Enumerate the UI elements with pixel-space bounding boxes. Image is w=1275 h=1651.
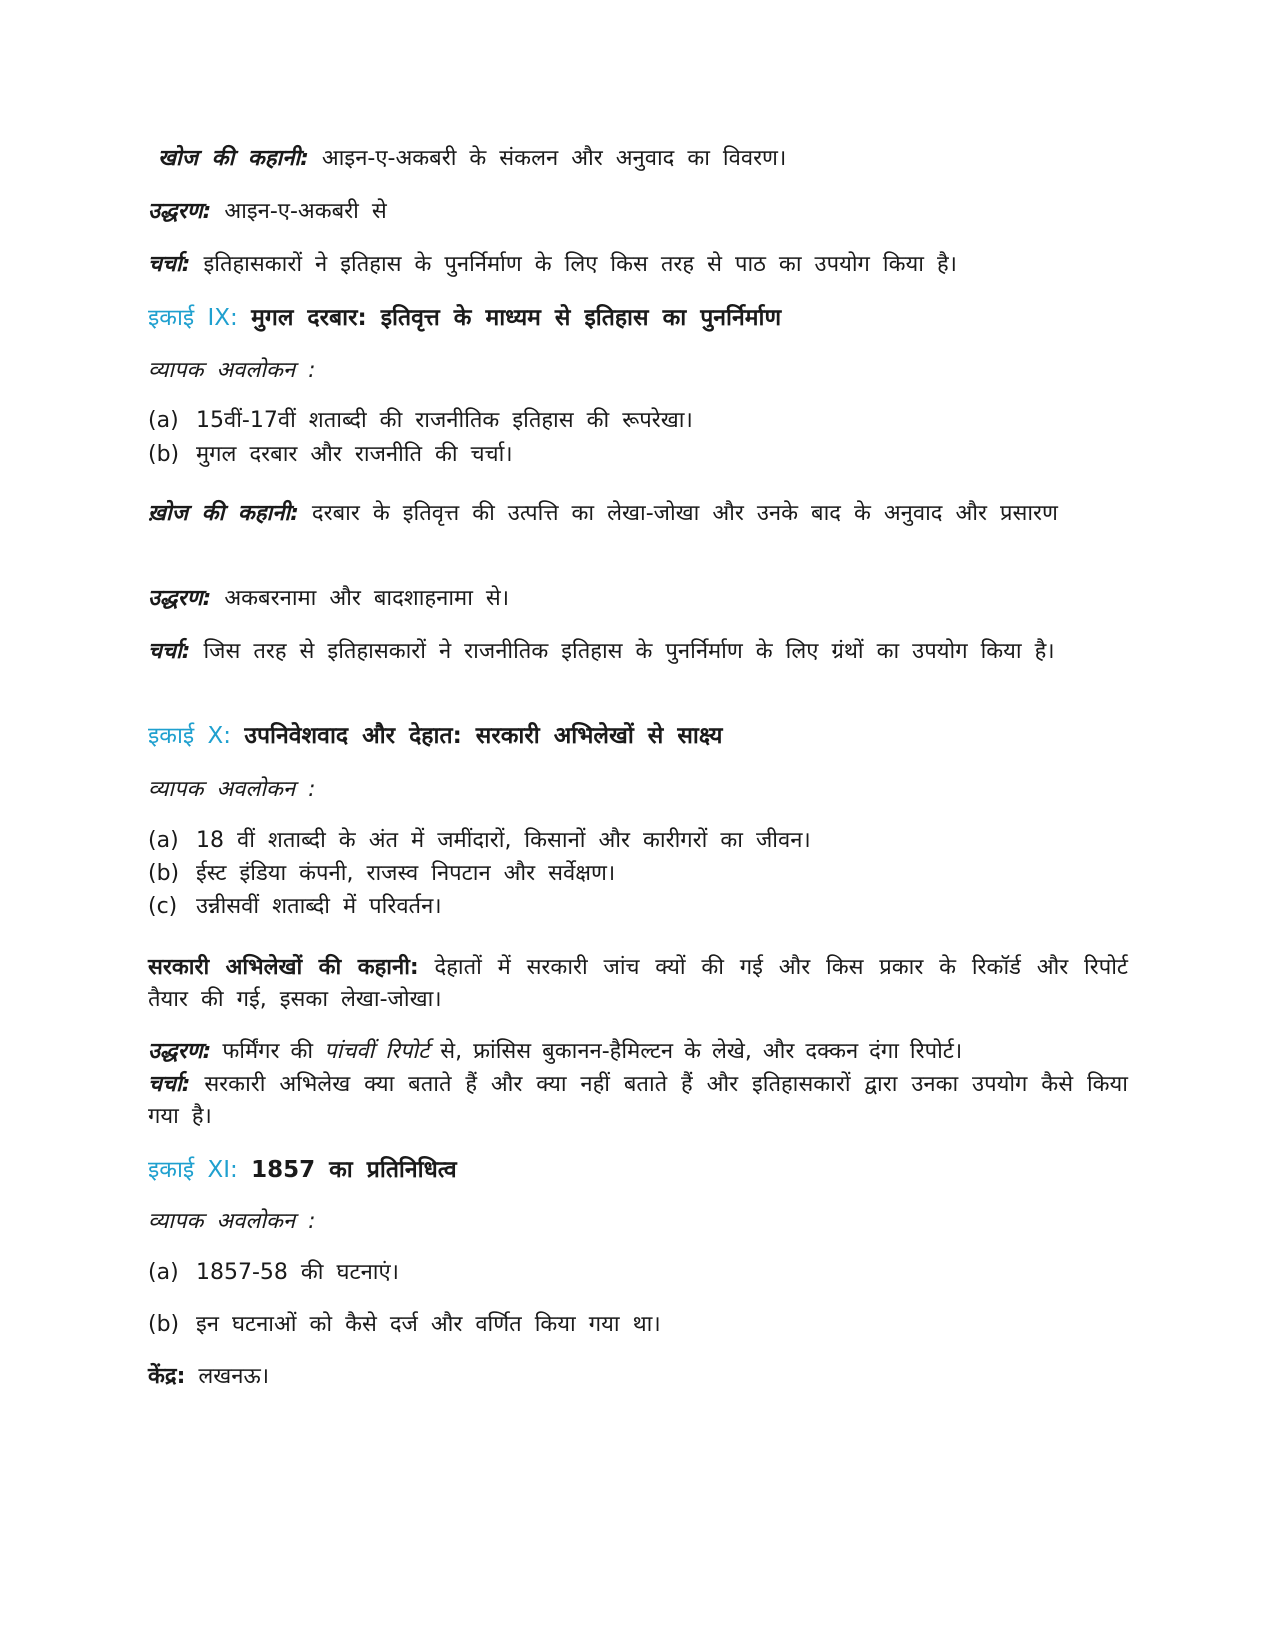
label: व्यापक अवलोकन : [148, 777, 316, 802]
text-pre: फर्मिंगर की [222, 1039, 314, 1064]
unit-title: 1857 का प्रतिनिधित्व [251, 1157, 457, 1183]
overview-11-item-a [148, 1258, 1128, 1288]
item-tag: (a) [148, 828, 179, 853]
text: दरबार के इतिवृत्त की उत्पत्ति का लेखा-जोखा और उनके बाद के अनुवाद और प्रसारण [311, 501, 1058, 526]
overview-10-label [148, 775, 1128, 805]
discovery-story-1 [158, 144, 1138, 174]
overview-9-item-b [148, 440, 1128, 470]
item-tag: (b) [148, 1312, 180, 1337]
label: खोज की कहानी: [158, 146, 309, 171]
excerpt-2 [148, 584, 1128, 614]
overview-10-item-b [148, 859, 1128, 889]
text-post: से, फ्रांसिस बुकानन-हैमिल्टन के लेखे, और दक्कन दंगा रिपोर्ट। [440, 1039, 963, 1064]
unit-number: इकाई IX: [148, 305, 238, 331]
label: व्यापक अवलोकन : [148, 358, 316, 383]
unit-number: इकाई XI: [148, 1157, 238, 1183]
label: ख़ोज की कहानी: [148, 501, 299, 526]
unit-11-heading [148, 1155, 1128, 1185]
label: केंद्र: [148, 1364, 186, 1389]
text: जिस तरह से इतिहासकारों ने राजनीतिक इतिहास के पुनर्निर्माण के लिए ग्रंथों का उपयोग किया है। [203, 639, 1055, 664]
overview-9-label [148, 356, 1128, 386]
discovery-story-2 [148, 498, 1128, 530]
item-text: मुगल दरबार और राजनीति की चर्चा। [196, 442, 513, 467]
discussion-3 [148, 1069, 1128, 1133]
item-text: 15वीं-17वीं शताब्दी की राजनीतिक इतिहास की रूपरेखा। [196, 408, 693, 433]
label: चर्चा: [148, 1072, 191, 1097]
text: आइन-ए-अकबरी से [224, 199, 387, 224]
overview-11-item-b [148, 1310, 1128, 1340]
item-tag: (a) [148, 408, 179, 433]
item-tag: (b) [148, 442, 180, 467]
text: अकबरनामा और बादशाहनामा से। [224, 586, 510, 611]
text: लखनऊ। [198, 1364, 270, 1389]
discussion-1 [148, 250, 1128, 280]
records-story [148, 952, 1128, 1016]
excerpt-3 [148, 1037, 1128, 1067]
label: सरकारी अभिलेखों की कहानी: [148, 955, 419, 980]
item-text: उन्नीसवीं शताब्दी में परिवर्तन। [196, 894, 442, 919]
unit-10-heading [148, 721, 1128, 751]
unit-title: मुगल दरबार: इतिवृत्त के माध्यम से इतिहास का पुनर्निर्माण [251, 305, 782, 331]
item-text: 1857-58 की घटनाएं। [196, 1260, 400, 1285]
label: व्यापक अवलोकन : [148, 1209, 316, 1234]
item-text: इन घटनाओं को कैसे दर्ज और वर्णित किया गया था। [196, 1312, 661, 1337]
overview-9-item-a [148, 406, 1128, 436]
unit-title: उपनिवेशवाद और देहात: सरकारी अभिलेखों से साक्ष्य [244, 723, 723, 749]
overview-10-item-a [148, 826, 1128, 856]
item-tag: (b) [148, 861, 180, 886]
label: चर्चा: [148, 639, 191, 664]
unit-9-heading [148, 303, 1128, 333]
text: देहातों में सरकारी जांच क्यों की गई और किस प्रकार के रिकॉर्ड और रिपोर्ट तैयार की गई, इसका लेखा-जोखा। [148, 955, 1128, 1012]
unit-number: इकाई X: [148, 723, 232, 749]
item-text: ईस्ट इंडिया कंपनी, राजस्व निपटान और सर्वेक्षण। [196, 861, 616, 886]
overview-10-item-c [148, 892, 1128, 922]
label: उद्धरण: [148, 586, 212, 611]
item-tag: (c) [148, 894, 178, 919]
item-text: 18 वीं शताब्दी के अंत में जमींदारों, किसानों और कारीगरों का जीवन। [196, 828, 811, 853]
text: इतिहासकारों ने इतिहास के पुनर्निर्माण के लिए किस तरह से पाठ का उपयोग किया है। [203, 252, 957, 277]
overview-11-label [148, 1207, 1128, 1237]
text: सरकारी अभिलेख क्या बताते हैं और क्या नहीं बताते हैं और इतिहासकारों द्वारा उनका उपयोग कैसे किया गया है। [148, 1072, 1128, 1129]
label: चर्चा: [148, 252, 191, 277]
item-tag: (a) [148, 1260, 179, 1285]
label: उद्धरण: [148, 1039, 212, 1064]
excerpt-1 [148, 197, 1128, 227]
label: उद्धरण: [148, 199, 212, 224]
text: आइन-ए-अकबरी के संकलन और अनुवाद का विवरण। [321, 146, 787, 171]
discussion-2 [148, 636, 1128, 668]
text-italic: पांचवीं रिपोर्ट [324, 1039, 430, 1064]
centre [148, 1362, 1128, 1392]
